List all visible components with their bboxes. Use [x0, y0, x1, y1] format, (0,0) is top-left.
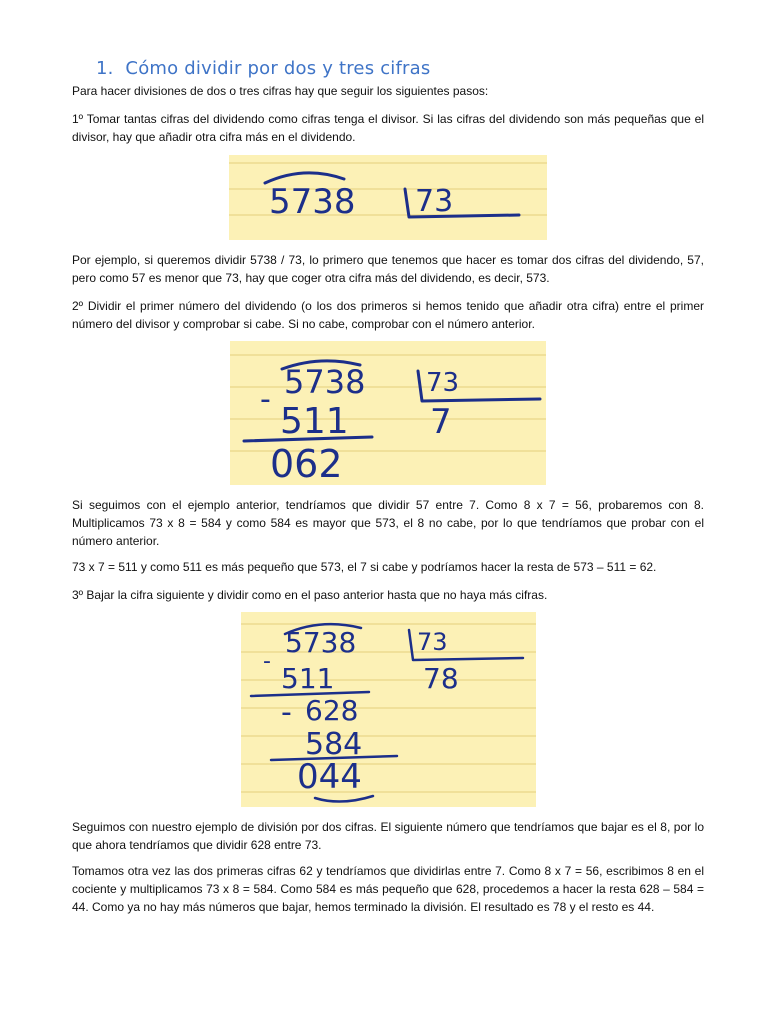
division-image-step2 — [230, 341, 546, 485]
img3-quotient: 78 — [423, 662, 459, 695]
img3-dividend: 5738 — [285, 626, 357, 659]
img2-dividend: 5738 — [284, 363, 366, 401]
section-heading — [96, 58, 430, 79]
step2-paragraph: 2º Dividir el primer número del dividendo (o los dos primeros si hemos tenido que añadir otra cifra) entre el primer número del divisor y comprobar si cabe. Si no cabe, comprobar con el número anterior. — [72, 299, 704, 331]
img2-remainder: 062 — [270, 442, 343, 485]
intro-paragraph: Para hacer divisiones de dos o tres cifras hay que seguir los siguientes pasos: — [72, 84, 489, 98]
img1-dividend: 5738 — [269, 182, 356, 222]
img3-partial-dividend: 628 — [305, 694, 359, 727]
img1-divisor: 73 — [415, 184, 454, 219]
example2b-paragraph: 73 x 7 = 511 y como 511 es más pequeño que 573, el 7 si cabe y podríamos hacer la resta de 573 – 511 = 62. — [72, 560, 657, 574]
example1-paragraph: Por ejemplo, si queremos dividir 5738 / 73, lo primero que tenemos que hacer es tomar dos cifras del dividendo, 57, pero como 57 es menor que 73, hay que coger otra cifra más del dividendo, es decir, 573. — [72, 253, 704, 285]
division-image-step1 — [229, 155, 547, 240]
img2-subtrahend: 511 — [280, 401, 349, 442]
heading-text: Cómo dividir por dos y tres cifras — [125, 58, 431, 79]
img3-subtrahend-2: 584 — [305, 727, 363, 762]
img3-divisor: 73 — [417, 628, 448, 656]
heading-number: 1. — [96, 58, 114, 79]
img2-divisor: 73 — [426, 368, 460, 398]
img2-minus-sign: - — [260, 382, 271, 417]
img3-remainder: 044 — [297, 757, 362, 797]
img2-quotient: 7 — [430, 402, 452, 442]
example3b-paragraph: Tomamos otra vez las dos primeras cifras 62 y tendríamos que dividirlas entre 7. Como 8 x 7 = 56, escribimos 8 en el cociente y multiplicamos 73 x 8 = 584. Como 584 es más pequeño que 628, procedemos a hacer la resta 628 – 584 = 44. Como ya no hay más números que bajar, hemos terminado la división. El resultado es 78 y el resto es 44. — [72, 864, 704, 914]
step3-paragraph: 3º Bajar la cifra siguiente y dividir como en el paso anterior hasta que no haya más cifras. — [72, 588, 548, 602]
example2a-paragraph: Si seguimos con el ejemplo anterior, tendríamos que dividir 57 entre 7. Como 8 x 7 = 56, probaremos con 8. Multiplicamos 73 x 8 = 584 y como 584 es mayor que 573, el 8 no cabe, por lo que tendríamos que probar con el número anterior. — [72, 498, 704, 548]
img3-minus-sign-2: - — [281, 695, 292, 730]
division-image-step3 — [241, 612, 536, 807]
example3a-paragraph: Seguimos con nuestro ejemplo de división por dos cifras. El siguiente número que tendríamos que bajar es el 8, por lo que ahora tendríamos que dividir 628 entre 73. — [72, 820, 704, 852]
img3-subtrahend-1: 511 — [281, 662, 335, 695]
img3-minus-sign-1: - — [263, 649, 271, 674]
step1-paragraph: 1º Tomar tantas cifras del dividendo como cifras tenga el divisor. Si las cifras del dividendo son más pequeñas que el divisor, hay que añadir otra cifra más en el dividendo. — [72, 112, 704, 144]
